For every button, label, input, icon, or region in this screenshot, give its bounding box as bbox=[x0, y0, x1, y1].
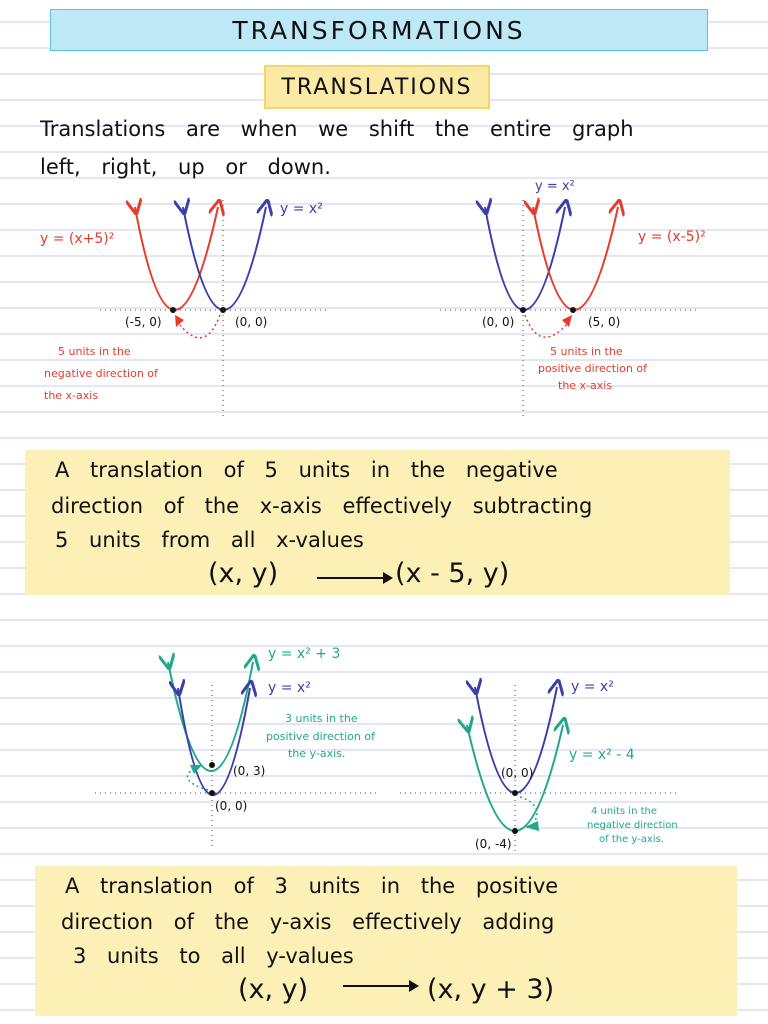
summary-line-3: 5 units from all x-values bbox=[55, 528, 364, 552]
summary-line-2: direction of the x-axis effectively subtracting bbox=[51, 494, 593, 518]
shift-note-line-3: of the y-axis. bbox=[599, 834, 664, 845]
section-subtitle: TRANSLATIONS bbox=[264, 65, 490, 109]
shifted-vertex-point bbox=[209, 762, 215, 768]
mapping-left: (x, y) bbox=[208, 558, 279, 589]
shifted-vertex-point bbox=[512, 828, 518, 834]
mapping-right: (x, y + 3) bbox=[427, 974, 555, 1005]
base-equation-label: y = x² bbox=[268, 680, 311, 696]
shift-arrow bbox=[520, 797, 537, 825]
base-parabola bbox=[183, 207, 266, 310]
shifted-vertex-point bbox=[570, 307, 576, 313]
shifted-vertex-label: (-5, 0) bbox=[125, 315, 162, 329]
intro-line-2: left, right, up or down. bbox=[40, 155, 331, 179]
base-parabola bbox=[485, 207, 565, 310]
mapping-right: (x - 5, y) bbox=[395, 558, 510, 589]
mapping-arrow bbox=[341, 978, 421, 994]
shift-arrow bbox=[187, 768, 208, 790]
shift-note-line-3: the x-axis bbox=[558, 379, 613, 392]
shift-note-line-2: negative direction of bbox=[44, 367, 158, 380]
shifted-vertex-label: (5, 0) bbox=[588, 315, 621, 329]
base-parabola bbox=[178, 688, 250, 795]
summary-line-1: A translation of 3 units in the positive bbox=[65, 874, 559, 898]
graph-shift-right bbox=[430, 175, 750, 425]
shifted-vertex-label: (0, 3) bbox=[233, 764, 266, 778]
shift-note-line-1: 3 units in the bbox=[285, 712, 358, 725]
shift-note-line-2: positive direction of bbox=[538, 362, 647, 375]
base-vertex-label: (0, 0) bbox=[501, 766, 534, 780]
shifted-parabola bbox=[135, 207, 218, 310]
shifted-equation-label: y = (x+5)² bbox=[40, 231, 115, 247]
shifted-parabola bbox=[533, 207, 618, 310]
shift-note-line-1: 5 units in the bbox=[550, 345, 623, 358]
shift-arrow bbox=[180, 315, 220, 338]
graph-shift-down bbox=[395, 665, 750, 855]
shift-arrowhead bbox=[562, 315, 572, 327]
base-vertex-point bbox=[512, 790, 518, 796]
shifted-equation-label: y = (x-5)² bbox=[638, 229, 706, 245]
base-vertex-point bbox=[220, 307, 226, 313]
shifted-parabola bbox=[168, 662, 253, 771]
graph-shift-left bbox=[30, 185, 340, 425]
summary-line-1: A translation of 5 units in the negative bbox=[55, 458, 558, 482]
base-equation-label: y = x² bbox=[280, 201, 323, 217]
shift-note-line-2: positive direction of bbox=[266, 730, 375, 743]
base-vertex-point bbox=[209, 790, 215, 796]
base-vertex-label: (0, 0) bbox=[215, 799, 248, 813]
shift-note-line-1: 5 units in the bbox=[58, 345, 131, 358]
shift-note-line-3: the x-axis bbox=[44, 389, 99, 402]
intro-line-1: Translations are when we shift the entire graph bbox=[40, 117, 634, 141]
mapping-arrow bbox=[315, 570, 395, 586]
page-title: TRANSFORMATIONS bbox=[50, 9, 708, 51]
summary-line-3: 3 units to all y-values bbox=[73, 944, 354, 968]
summary-box-vertical bbox=[35, 866, 737, 1016]
shift-arrowhead bbox=[525, 821, 539, 831]
mapping-left: (x, y) bbox=[238, 974, 309, 1005]
base-equation-label: y = x² bbox=[535, 179, 575, 194]
shifted-equation-label: y = x² + 3 bbox=[268, 646, 341, 662]
base-equation-label: y = x² bbox=[571, 679, 614, 695]
base-vertex-label: (0, 0) bbox=[235, 315, 268, 329]
summary-box-horizontal bbox=[25, 450, 730, 595]
shift-note-line-1: 4 units in the bbox=[591, 806, 658, 817]
shift-arrow bbox=[525, 315, 568, 337]
shifted-vertex-label: (0, -4) bbox=[475, 837, 512, 851]
base-vertex-label: (0, 0) bbox=[482, 315, 515, 329]
shift-note-line-2: negative direction bbox=[587, 820, 678, 831]
summary-line-2: direction of the y-axis effectively adding bbox=[61, 910, 555, 934]
shift-note-line-3: the y-axis. bbox=[288, 747, 346, 760]
base-vertex-point bbox=[520, 307, 526, 313]
shift-arrowhead bbox=[175, 315, 184, 327]
shifted-vertex-point bbox=[170, 307, 176, 313]
shifted-equation-label: y = x² - 4 bbox=[569, 747, 635, 763]
graph-shift-up bbox=[90, 640, 430, 850]
